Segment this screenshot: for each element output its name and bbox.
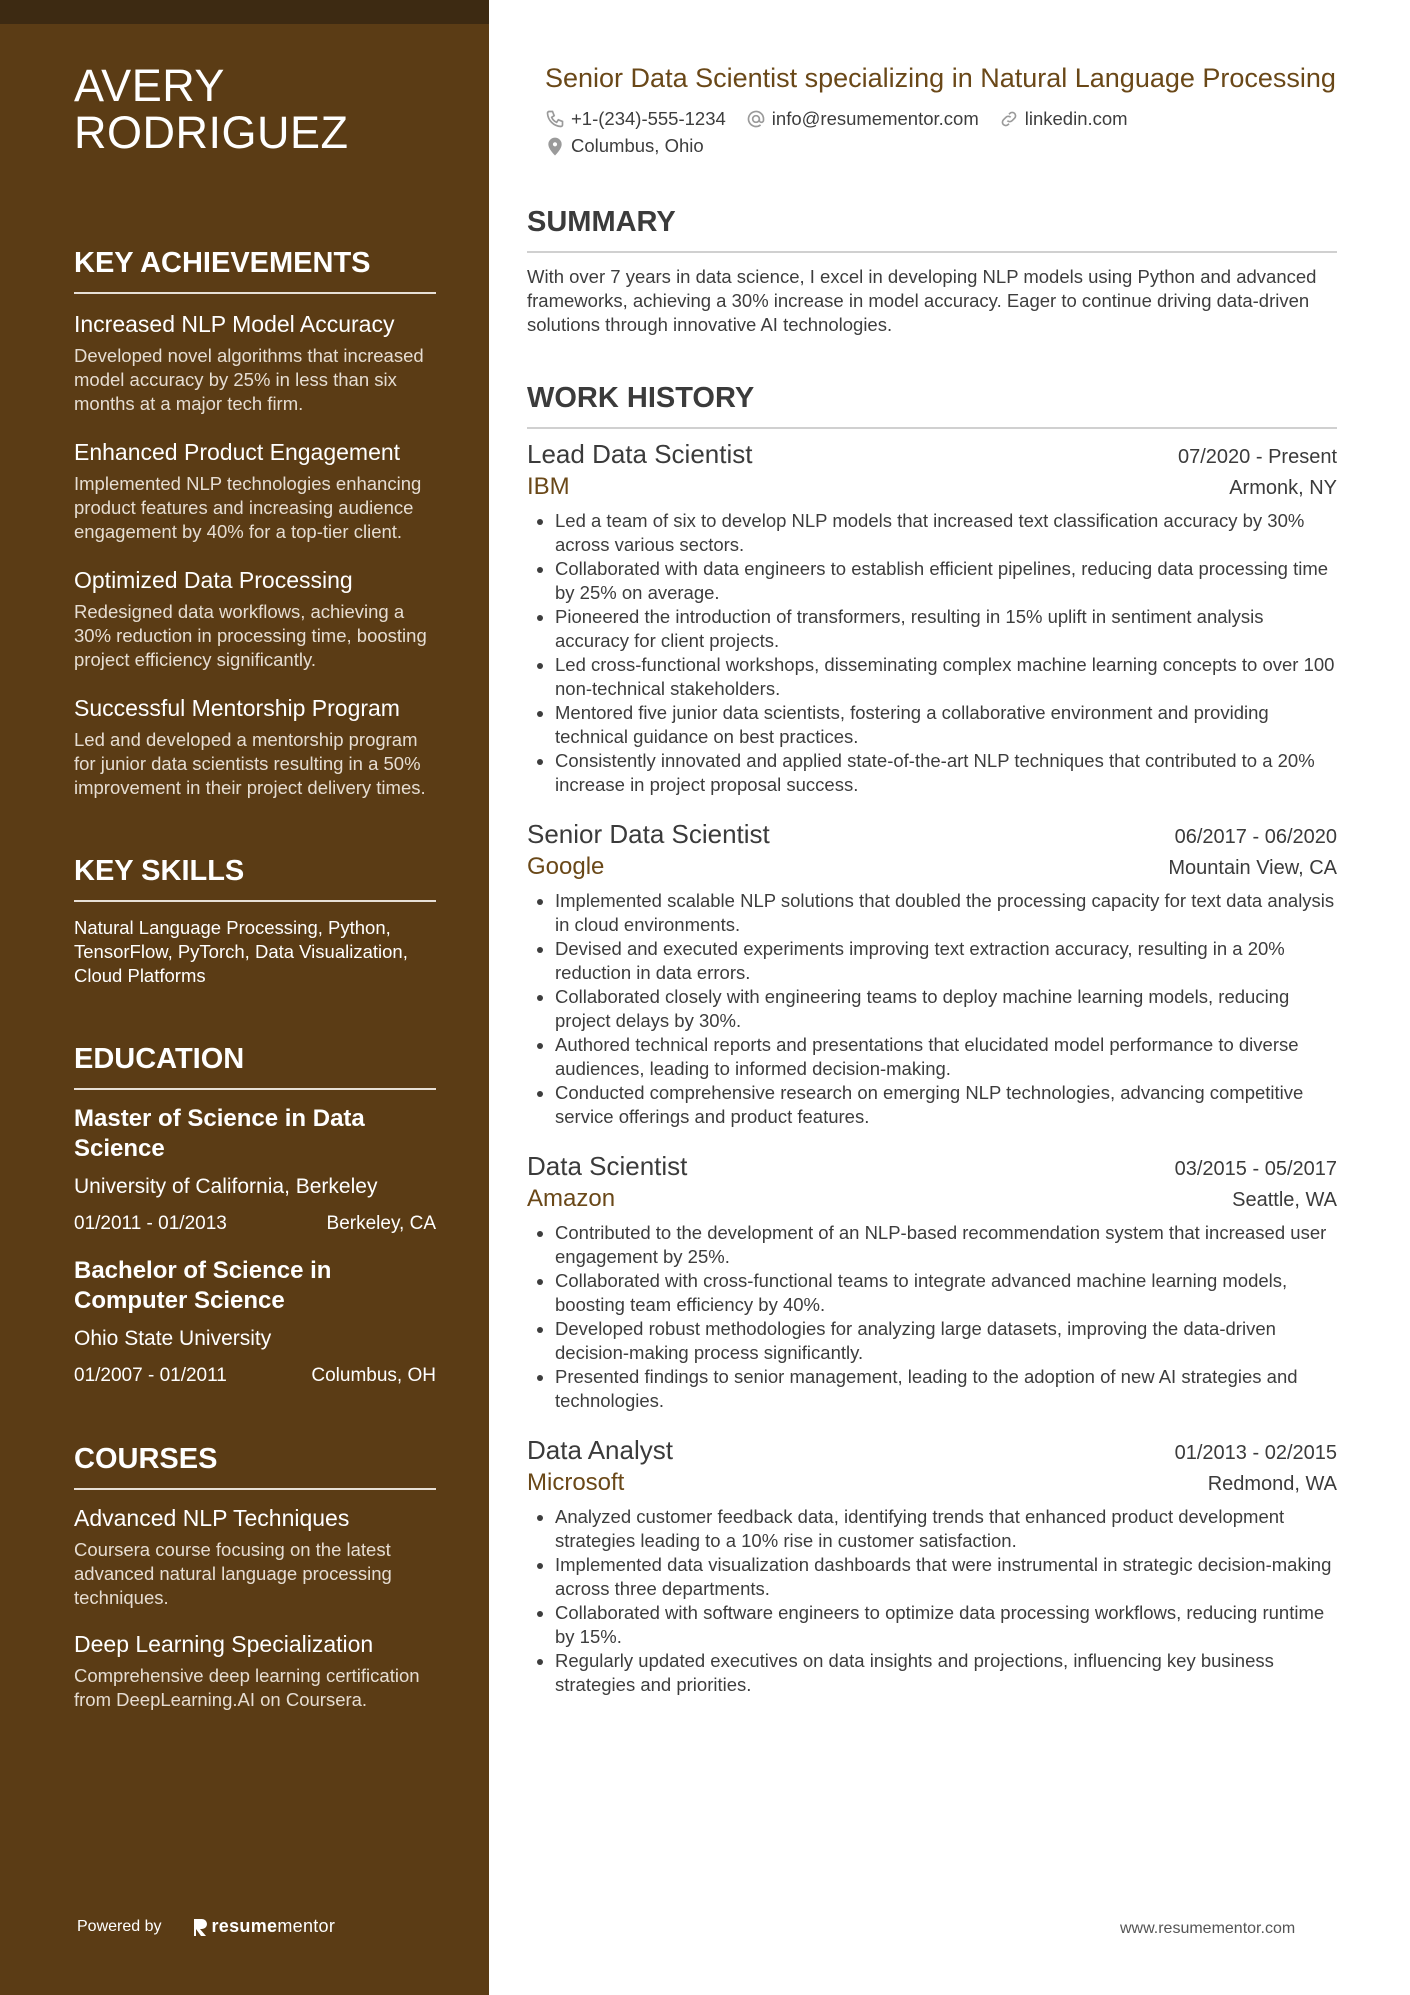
name-line-1: AVERY (74, 60, 225, 111)
course-description: Comprehensive deep learning certification from DeepLearning.AI on Coursera. (74, 1665, 420, 1710)
section-heading: WORK HISTORY (527, 381, 1337, 429)
education-location: Berkeley, CA (326, 1213, 436, 1234)
job-title: Data Scientist (527, 1151, 688, 1181)
education-item (74, 1104, 436, 1236)
job-dates: 03/2015 - 05/2017 (1174, 1158, 1337, 1180)
job-location: Redmond, WA (1207, 1473, 1337, 1495)
job-bullet: • Consistently innovated and applied state-of-the-art NLP techniques that contributed to a 20% increase in project proposal success. (555, 749, 1337, 797)
powered-by (77, 1916, 335, 1937)
sidebar-top-bar (0, 0, 489, 24)
job-bullet: • Collaborated closely with engineering teams to deploy machine learning models, reducing project delays by 30%. (555, 985, 1337, 1033)
skills-list: Natural Language Processing, Python, TensorFlow, PyTorch, Data Visualization, Cloud Platforms (74, 917, 408, 986)
degree: Bachelor of Science in Computer Science (74, 1257, 332, 1314)
at-icon (746, 109, 766, 129)
course-item (74, 1504, 436, 1610)
achievement-description: Led and developed a mentorship program for junior data scientists resulting in a 50% improvement in their project delivery times. (74, 729, 426, 798)
job-bullet: • Mentored five junior data scientists, fostering a collaborative environment and providing technical guidance on best practices. (555, 701, 1337, 749)
job-dates: 07/2020 - Present (1178, 446, 1337, 468)
contact-linkedin[interactable] (999, 105, 1128, 132)
powered-by-label: Powered by (77, 1917, 162, 1935)
education-dates: 01/2007 - 01/2011 (74, 1365, 227, 1386)
section-heading: SUMMARY (527, 205, 1337, 253)
achievement-title: Successful Mentorship Program (74, 695, 400, 721)
course-title: Advanced NLP Techniques (74, 1505, 350, 1531)
job-bullet: • Collaborated with software engineers to optimize data processing workflows, reducing runtime by 15%. (555, 1601, 1337, 1649)
job-header (527, 1433, 1337, 1467)
job-location: Seattle, WA (1232, 1189, 1337, 1211)
location-icon (545, 136, 565, 156)
education-section (74, 1042, 436, 1388)
brand-name-bold: resume (211, 1916, 278, 1936)
achievement-item (74, 694, 436, 800)
company-name: Google (527, 853, 605, 880)
job-header (527, 817, 1337, 851)
job-bullet: • Implemented scalable NLP solutions that doubled the processing capacity for text data analysis in cloud environments. (555, 889, 1337, 937)
job-bullet: • Led a team of six to develop NLP models that increased text classification accuracy by 30% across various sectors. (555, 509, 1337, 557)
education-location: Columbus, OH (311, 1365, 436, 1386)
section-heading: KEY SKILLS (74, 854, 436, 902)
name-line-2: RODRIGUEZ (74, 107, 349, 158)
degree: Master of Science in Data Science (74, 1105, 365, 1162)
job-entry (527, 817, 1337, 1129)
brand-logo[interactable] (192, 1916, 336, 1937)
course-title: Deep Learning Specialization (74, 1631, 374, 1657)
achievement-title: Increased NLP Model Accuracy (74, 311, 395, 337)
section-heading: EDUCATION (74, 1042, 436, 1090)
job-header (527, 1149, 1337, 1183)
job-dates: 01/2013 - 02/2015 (1174, 1442, 1337, 1464)
job-bullet: • Implemented data visualization dashboards that were instrumental in strategic decision-making across three departments. (555, 1553, 1337, 1601)
contact-email[interactable] (746, 105, 979, 132)
section-heading: COURSES (74, 1442, 436, 1490)
brand-name-light: mentor (277, 1916, 336, 1936)
achievement-description: Redesigned data workflows, achieving a 30% reduction in processing time, boosting project efficiency significantly. (74, 601, 427, 670)
job-company-row (527, 851, 1337, 883)
job-entry (527, 1149, 1337, 1413)
company-name: IBM (527, 473, 570, 500)
job-bullet: • Conducted comprehensive research on emerging NLP technologies, advancing competitive service offerings and product features. (555, 1081, 1337, 1129)
job-header (527, 437, 1337, 471)
company-name: Microsoft (527, 1469, 625, 1496)
footer-website-link[interactable]: www.resumementor.com (1120, 1920, 1296, 1937)
course-description: Coursera course focusing on the latest advanced natural language processing techniques. (74, 1539, 392, 1608)
job-bullets (527, 1505, 1337, 1697)
phone-text: +1-(234)-555-1234 (571, 108, 726, 129)
job-dates: 06/2017 - 06/2020 (1174, 826, 1337, 848)
job-location: Mountain View, CA (1168, 857, 1337, 879)
company-name: Amazon (527, 1185, 616, 1212)
job-bullets (527, 889, 1337, 1129)
job-bullets (527, 1221, 1337, 1413)
location-text: Columbus, Ohio (571, 135, 704, 156)
link-icon (999, 109, 1019, 129)
email-text: info@resumementor.com (771, 108, 979, 129)
job-bullet: • Pioneered the introduction of transformers, resulting in 15% uplift in sentiment analysis accuracy for client projects. (555, 605, 1337, 653)
job-company-row (527, 1183, 1337, 1215)
job-bullet: • Collaborated with data engineers to establish efficient pipelines, reducing data processing time by 25% on average. (555, 557, 1337, 605)
job-bullet: • Collaborated with cross-functional teams to integrate advanced machine learning models, boosting team efficiency by 40%. (555, 1269, 1337, 1317)
job-entry (527, 437, 1337, 797)
achievement-item (74, 310, 436, 416)
courses-section (74, 1442, 436, 1712)
education-dates: 01/2011 - 01/2013 (74, 1213, 227, 1234)
job-bullets (527, 509, 1337, 797)
achievement-title: Enhanced Product Engagement (74, 439, 401, 465)
professional-headline: Senior Data Scientist specializing in Natural Language Processing (545, 63, 1336, 93)
linkedin-text: linkedin.com (1024, 108, 1128, 129)
job-bullet: • Developed robust methodologies for analyzing large datasets, improving the data-driven decision-making process significantly. (555, 1317, 1337, 1365)
education-meta (74, 1212, 436, 1236)
job-company-row (527, 471, 1337, 503)
section-heading: KEY ACHIEVEMENTS (74, 246, 436, 294)
main-content (527, 62, 1337, 1697)
job-location: Armonk, NY (1229, 477, 1337, 499)
job-company-row (527, 1467, 1337, 1499)
sidebar (0, 0, 489, 1995)
contact-phone[interactable] (545, 105, 726, 132)
job-title: Senior Data Scientist (527, 819, 770, 849)
education-meta (74, 1364, 436, 1388)
achievement-description: Developed novel algorithms that increased model accuracy by 25% in less than six months at a major tech firm. (74, 345, 424, 414)
achievement-title: Optimized Data Processing (74, 567, 353, 593)
candidate-name (74, 62, 436, 156)
course-item (74, 1630, 436, 1712)
job-title: Lead Data Scientist (527, 439, 753, 469)
job-bullet: • Contributed to the development of an NLP-based recommendation system that increased user engagement by 25%. (555, 1221, 1337, 1269)
job-bullet: • Regularly updated executives on data insights and projections, influencing key business strategies and priorities. (555, 1649, 1337, 1697)
achievement-item (74, 438, 436, 544)
contact-location (545, 132, 704, 159)
job-title: Data Analyst (527, 1435, 673, 1465)
job-bullet: • Presented findings to senior management, leading to the adoption of new AI strategies and technologies. (555, 1365, 1337, 1413)
job-bullet: • Led cross-functional workshops, disseminating complex machine learning concepts to over 100 non-technical stakeholders. (555, 653, 1337, 701)
key-skills-section (74, 854, 436, 988)
job-entry (527, 1433, 1337, 1697)
phone-icon (545, 109, 565, 129)
summary-section (527, 205, 1337, 337)
job-bullet: • Devised and executed experiments improving text extraction accuracy, resulting in a 20% reduction in data errors. (555, 937, 1337, 985)
summary-text: With over 7 years in data science, I excel in developing NLP models using Python and advanced frameworks, achieving a 30% increase in model accuracy. Eager to continue driving data-driven solutions through innovative AI technologies. (527, 266, 1317, 335)
job-bullet: • Analyzed customer feedback data, identifying trends that enhanced product development strategies leading to a 10% rise in customer satisfaction. (555, 1505, 1337, 1553)
key-achievements-section (74, 246, 436, 800)
education-item (74, 1256, 436, 1388)
resumementor-logo-icon (192, 1917, 208, 1937)
sidebar-content (74, 62, 436, 1712)
contact-info (545, 105, 1305, 159)
school: Ohio State University (74, 1327, 272, 1350)
job-bullet: • Authored technical reports and presentations that elucidated model performance to diverse audiences, leading to informed decision-making. (555, 1033, 1337, 1081)
achievement-item (74, 566, 436, 672)
school: University of California, Berkeley (74, 1175, 378, 1198)
work-history-section (527, 381, 1337, 1697)
achievement-description: Implemented NLP technologies enhancing product features and increasing audience engagement by 40% for a top-tier client. (74, 473, 422, 542)
